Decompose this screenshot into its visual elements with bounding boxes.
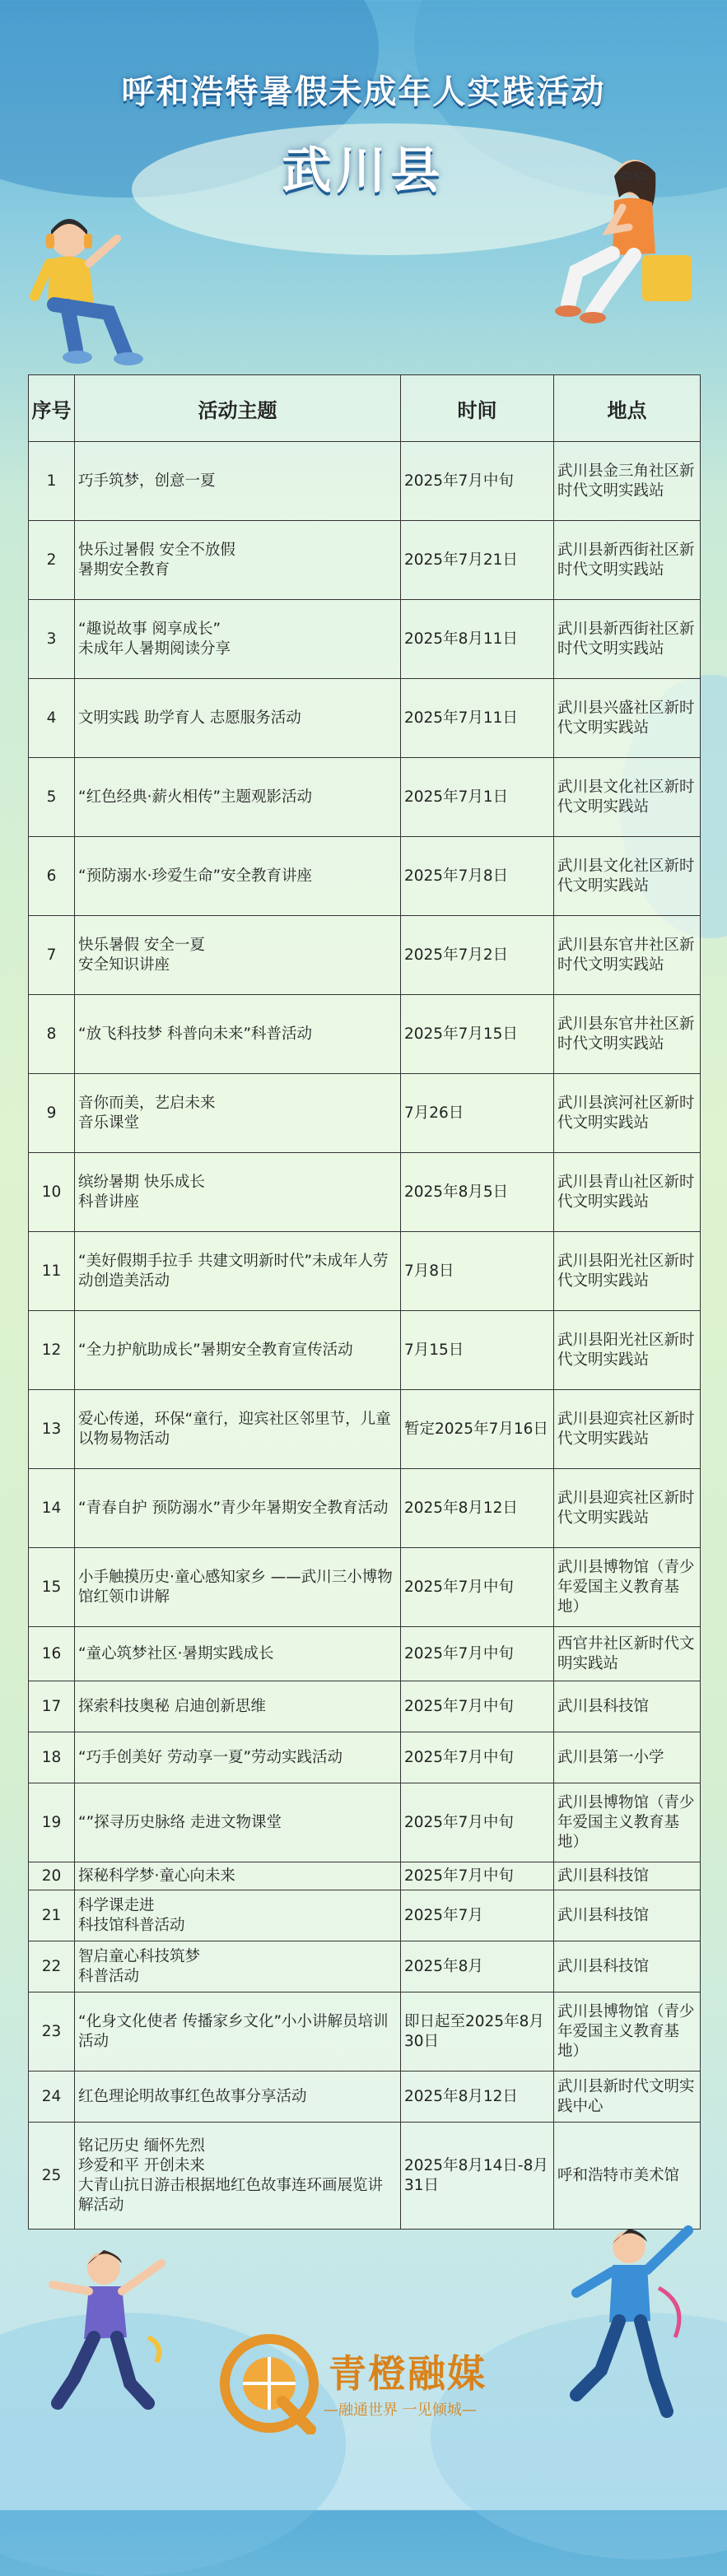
table-row xyxy=(29,1232,701,1311)
activity-place: 武川县金三角社区新时代文明实践站 xyxy=(554,442,701,521)
table-row xyxy=(29,995,701,1074)
activity-time: 2025年8月11日 xyxy=(401,600,554,679)
table-row xyxy=(29,1153,701,1232)
activity-topic: 爱心传递，环保“童行，迎宾社区邻里节，儿童以物易物活动 xyxy=(75,1390,401,1469)
activity-time: 2025年7月中旬 xyxy=(401,1862,554,1890)
row-number: 21 xyxy=(29,1890,75,1941)
row-number: 20 xyxy=(29,1862,75,1890)
activity-time: 2025年7月中旬 xyxy=(401,1548,554,1627)
brand-slogan: —融通世界 一见倾城— xyxy=(324,2402,477,2419)
table-row xyxy=(29,600,701,679)
activity-time: 2025年7月中旬 xyxy=(401,442,554,521)
row-number: 4 xyxy=(29,679,75,758)
brand-logo xyxy=(218,2329,515,2444)
activity-place: 武川县科技馆 xyxy=(554,1862,701,1890)
activity-place: 武川县新时代文明实践中心 xyxy=(554,2071,701,2123)
activity-topic: “童心筑梦社区·暑期实践成长 xyxy=(75,1627,401,1681)
activity-time: 2025年8月5日 xyxy=(401,1153,554,1232)
activity-place: 武川县博物馆（青少年爱国主义教育基地） xyxy=(554,1992,701,2071)
activity-time: 2025年7月8日 xyxy=(401,837,554,916)
table-row xyxy=(29,2123,701,2230)
row-number: 12 xyxy=(29,1311,75,1390)
row-number: 17 xyxy=(29,1681,75,1732)
activity-time: 2025年7月1日 xyxy=(401,758,554,837)
table-row xyxy=(29,442,701,521)
girl-with-phone-illustration xyxy=(543,148,708,329)
table-row xyxy=(29,1681,701,1732)
column-header-no: 序号 xyxy=(29,375,75,442)
row-number: 6 xyxy=(29,837,75,916)
page-title: 呼和浩特暑假未成年人实践活动 xyxy=(121,73,606,111)
activity-topic: “放飞科技梦 科普向未来”科普活动 xyxy=(75,995,401,1074)
activity-time: 2025年7月15日 xyxy=(401,995,554,1074)
activity-time: 2025年7月中旬 xyxy=(401,1681,554,1732)
row-number: 11 xyxy=(29,1232,75,1311)
table-row xyxy=(29,1548,701,1627)
boy-with-headphones-illustration xyxy=(18,206,158,370)
table-row xyxy=(29,2071,701,2123)
table-row xyxy=(29,1783,701,1862)
row-number: 15 xyxy=(29,1548,75,1627)
activity-place: 武川县文化社区新时代文明实践站 xyxy=(554,837,701,916)
row-number: 16 xyxy=(29,1627,75,1681)
activity-topic: 智启童心科技筑梦 科普活动 xyxy=(75,1941,401,1992)
running-girl-illustration xyxy=(25,2239,189,2428)
activity-topic: 红色理论明故事红色故事分享活动 xyxy=(75,2071,401,2123)
row-number: 10 xyxy=(29,1153,75,1232)
table-row xyxy=(29,1390,701,1469)
activity-place: 武川县博物馆（青少年爱国主义教育基地） xyxy=(554,1783,701,1862)
activity-place: 武川县迎宾社区新时代文明实践站 xyxy=(554,1390,701,1469)
column-header-time: 时间 xyxy=(401,375,554,442)
page-subtitle: 武川县 xyxy=(282,142,445,200)
activity-topic: “趣说故事 阅享成长” 未成年人暑期阅读分享 xyxy=(75,600,401,679)
activity-place: 武川县科技馆 xyxy=(554,1890,701,1941)
table-row xyxy=(29,1992,701,2071)
activity-topic: “美好假期手拉手 共建文明新时代”未成年人劳动创造美活动 xyxy=(75,1232,401,1311)
activity-place: 武川县博物馆（青少年爱国主义教育基地） xyxy=(554,1548,701,1627)
activity-place: 武川县文化社区新时代文明实践站 xyxy=(554,758,701,837)
activity-place: 武川县滨河社区新时代文明实践站 xyxy=(554,1074,701,1153)
table-row xyxy=(29,1311,701,1390)
activity-topic: 探秘科学梦·童心向未来 xyxy=(75,1862,401,1890)
activity-time: 2025年7月21日 xyxy=(401,521,554,600)
orange-q-logo-icon xyxy=(218,2332,320,2434)
activity-table xyxy=(28,374,700,2230)
row-number: 25 xyxy=(29,2123,75,2230)
table-row xyxy=(29,758,701,837)
activity-place: 武川县阳光社区新时代文明实践站 xyxy=(554,1311,701,1390)
activity-topic: 快乐暑假 安全一夏 安全知识讲座 xyxy=(75,916,401,995)
activity-topic: “红色经典·薪火相传”主题观影活动 xyxy=(75,758,401,837)
table-row xyxy=(29,1862,701,1890)
row-number: 9 xyxy=(29,1074,75,1153)
brand-name: 青橙融媒 xyxy=(329,2351,487,2396)
activity-topic: “化身文化使者 传播家乡文化”小小讲解员培训活动 xyxy=(75,1992,401,2071)
activity-place: 武川县第一小学 xyxy=(554,1732,701,1783)
activity-time: 2025年7月中旬 xyxy=(401,1732,554,1783)
table-row xyxy=(29,1469,701,1548)
activity-time: 2025年7月 xyxy=(401,1890,554,1941)
activity-time: 7月8日 xyxy=(401,1232,554,1311)
activity-topic: “巧手创美好 劳动享一夏”劳动实践活动 xyxy=(75,1732,401,1783)
activity-place: 西官井社区新时代文明实践站 xyxy=(554,1627,701,1681)
activity-topic: “全力护航助成长”暑期安全教育宣传活动 xyxy=(75,1311,401,1390)
table-row xyxy=(29,1890,701,1941)
activity-time: 2025年7月中旬 xyxy=(401,1783,554,1862)
activity-time: 7月15日 xyxy=(401,1311,554,1390)
activity-time: 2025年8月 xyxy=(401,1941,554,1992)
activity-topic: “预防溺水·珍爱生命”安全教育讲座 xyxy=(75,837,401,916)
activity-topic: 巧手筑梦，创意一夏 xyxy=(75,442,401,521)
table-header-row xyxy=(29,375,701,442)
row-number: 2 xyxy=(29,521,75,600)
column-header-topic: 活动主题 xyxy=(75,375,401,442)
row-number: 18 xyxy=(29,1732,75,1783)
activity-place: 武川县迎宾社区新时代文明实践站 xyxy=(554,1469,701,1548)
activity-place: 武川县阳光社区新时代文明实践站 xyxy=(554,1232,701,1311)
table-row xyxy=(29,1627,701,1681)
table-row xyxy=(29,679,701,758)
activity-topic: 快乐过暑假 安全不放假 暑期安全教育 xyxy=(75,521,401,600)
row-number: 3 xyxy=(29,600,75,679)
activity-place: 武川县东官井社区新时代文明实践站 xyxy=(554,995,701,1074)
row-number: 22 xyxy=(29,1941,75,1992)
activity-place: 武川县新西街社区新时代文明实践站 xyxy=(554,600,701,679)
activity-topic: 科学课走进 科技馆科普活动 xyxy=(75,1890,401,1941)
activity-time: 2025年7月中旬 xyxy=(401,1627,554,1681)
activity-place: 呼和浩特市美术馆 xyxy=(554,2123,701,2230)
table-row xyxy=(29,1941,701,1992)
row-number: 1 xyxy=(29,442,75,521)
activity-topic: 小手触摸历史·童心感知家乡 ——武川三小博物馆红领巾讲解 xyxy=(75,1548,401,1627)
activity-time: 2025年8月12日 xyxy=(401,2071,554,2123)
activity-time: 7月26日 xyxy=(401,1074,554,1153)
activity-time: 2025年7月2日 xyxy=(401,916,554,995)
table-row xyxy=(29,1732,701,1783)
table-row xyxy=(29,1074,701,1153)
jumping-boy-illustration xyxy=(543,2214,708,2428)
activity-topic: 探索科技奥秘 启迪创新思维 xyxy=(75,1681,401,1732)
activity-place: 武川县新西街社区新时代文明实践站 xyxy=(554,521,701,600)
table-row xyxy=(29,837,701,916)
row-number: 19 xyxy=(29,1783,75,1862)
activity-topic: “”探寻历史脉络 走进文物课堂 xyxy=(75,1783,401,1862)
activity-time: 暂定2025年7月16日 xyxy=(401,1390,554,1469)
activity-time: 2025年8月14日-8月31日 xyxy=(401,2123,554,2230)
activity-topic: “青春自护 预防溺水”青少年暑期安全教育活动 xyxy=(75,1469,401,1548)
row-number: 14 xyxy=(29,1469,75,1548)
row-number: 24 xyxy=(29,2071,75,2123)
row-number: 8 xyxy=(29,995,75,1074)
row-number: 23 xyxy=(29,1992,75,2071)
activity-place: 武川县科技馆 xyxy=(554,1941,701,1992)
activity-topic: 铭记历史 缅怀先烈 珍爱和平 开创未来 大青山抗日游击根据地红色故事连环画展览讲解活动 xyxy=(75,2123,401,2230)
activity-time: 即日起至2025年8月30日 xyxy=(401,1992,554,2071)
activity-time: 2025年8月12日 xyxy=(401,1469,554,1548)
row-number: 5 xyxy=(29,758,75,837)
activity-place: 武川县科技馆 xyxy=(554,1681,701,1732)
row-number: 7 xyxy=(29,916,75,995)
activity-topic: 缤纷暑期 快乐成长 科普讲座 xyxy=(75,1153,401,1232)
activity-place: 武川县兴盛社区新时代文明实践站 xyxy=(554,679,701,758)
activity-place: 武川县青山社区新时代文明实践站 xyxy=(554,1153,701,1232)
activity-topic: 音你而美，艺启未来 音乐课堂 xyxy=(75,1074,401,1153)
column-header-place: 地点 xyxy=(554,375,701,442)
activity-time: 2025年7月11日 xyxy=(401,679,554,758)
activity-topic: 文明实践 助学育人 志愿服务活动 xyxy=(75,679,401,758)
row-number: 13 xyxy=(29,1390,75,1469)
table-row xyxy=(29,521,701,600)
activity-place: 武川县东官井社区新时代文明实践站 xyxy=(554,916,701,995)
table-row xyxy=(29,916,701,995)
